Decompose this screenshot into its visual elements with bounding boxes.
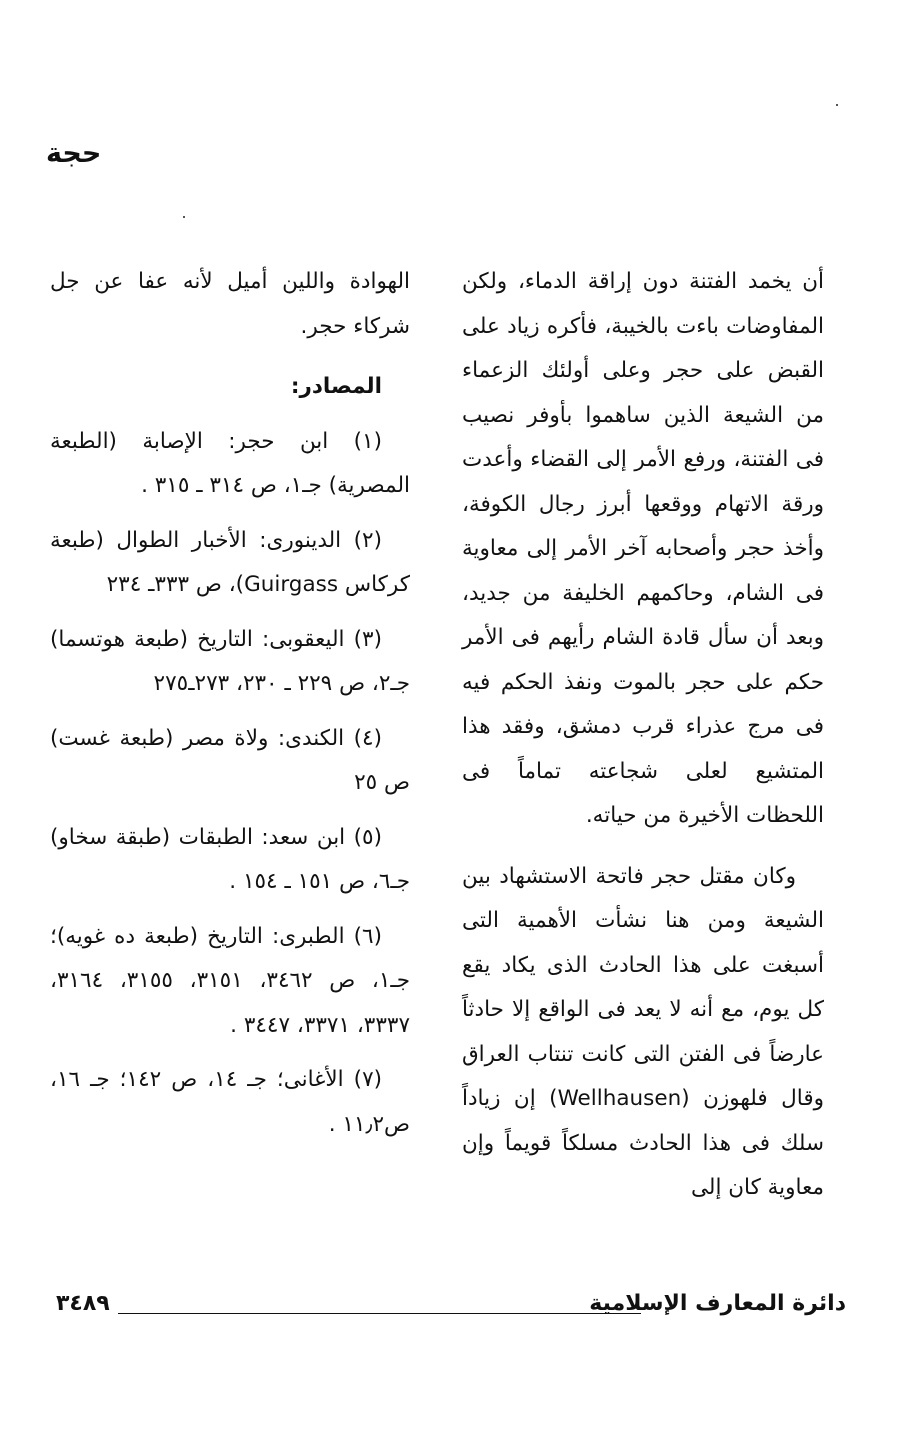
reference-item: (٦) الطبرى: التاريخ (طبعة ده غويه)؛ جـ١، ص ٣٤٦٢، ٣١٥١، ٣١٥٥، ٣١٦٤، ٣٣٣٧، ٣٣٧١، ٣٤٤٧ . bbox=[50, 923, 411, 1038]
running-title: حجة bbox=[46, 138, 102, 169]
left-column bbox=[50, 260, 410, 1157]
page-number: ٣٤٨٩ bbox=[56, 1291, 110, 1316]
reference-item: (٣) اليعقوبى: التاريخ (طبعة هوتسما) جـ٢، ص ٢٢٩ ـ ٢٣٠، ٢٧٣ـ٢٧٥ bbox=[50, 626, 410, 696]
page-footer bbox=[56, 1291, 846, 1327]
scan-speck bbox=[836, 104, 838, 106]
reference-item: (١) ابن حجر: الإصابة (الطبعة المصرية) جـ١، ص ٣١٤ ـ ٣١٥ . bbox=[50, 428, 410, 498]
reference-item: (٥) ابن سعد: الطبقات (طبقة سخاو) جـ٦، ص ١٥١ ـ ١٥٤ . bbox=[50, 824, 410, 894]
scan-speck bbox=[183, 216, 185, 218]
right-column bbox=[462, 260, 824, 1211]
footer-rule bbox=[118, 1313, 641, 1314]
body-paragraph: الهوادة واللين أميل لأنه عفا عن جل شركاء حجر. bbox=[50, 269, 410, 339]
journal-title: دائرة المعارف الإسلامية bbox=[589, 1291, 846, 1316]
sources-heading: المصادر: bbox=[290, 374, 382, 399]
reference-item: (٤) الكندى: ولاة مصر (طبعة غست) ص ٢٥ bbox=[50, 725, 410, 795]
body-paragraph: أن يخمد الفتنة دون إراقة الدماء، ولكن المفاوضات باءت بالخيبة، فأكره زياد على القبض على حجر وعلى أولئك الزعماء من الشيعة الذين ساهموا بأوفر نصيب فى الفتنة، ورفع الأمر إلى القضاء وأعدت ورقة الاتهام ووقعها أبرز رجال الكوفة، وأخذ حجر وأصحابه آخر الأمر إلى معاوية فى الشام، وحاكمهم الخليفة من جديد، وبعد أن سأل قادة الشام رأيهم فى الأمر حكم على حجر بالموت ونفذ الحكم فيه فى مرج عذراء قرب دمشق، وفقد هذا المتشيع لعلى شجاعته تماماً فى اللحظات الأخيرة من حياته. bbox=[462, 269, 824, 828]
body-paragraph: وكان مقتل حجر فاتحة الاستشهاد بين الشيعة ومن هنا نشأت الأهمية التى أسبغت على هذا الحادث الذى يكاد يقع كل يوم، مع أنه لا يعد فى الواقع إلا حادثاً عارضاً فى الفتن التى كانت تنتاب العراق وقال فلهوزن (Wellhausen) إن زياداً سلك فى هذا الحادث مسلكاً قويماً وإن معاوية كان إلى bbox=[462, 863, 824, 1200]
reference-item: (٧) الأغانى؛ جـ ١٤، ص ١٤٢؛ جـ ١٦، ص١١٫٢ . bbox=[50, 1067, 410, 1137]
reference-item: (٢) الدينورى: الأخبار الطوال (طبعة كركاس Guirgass)، ص ٣٣٣ـ ٢٣٤ bbox=[50, 527, 410, 597]
